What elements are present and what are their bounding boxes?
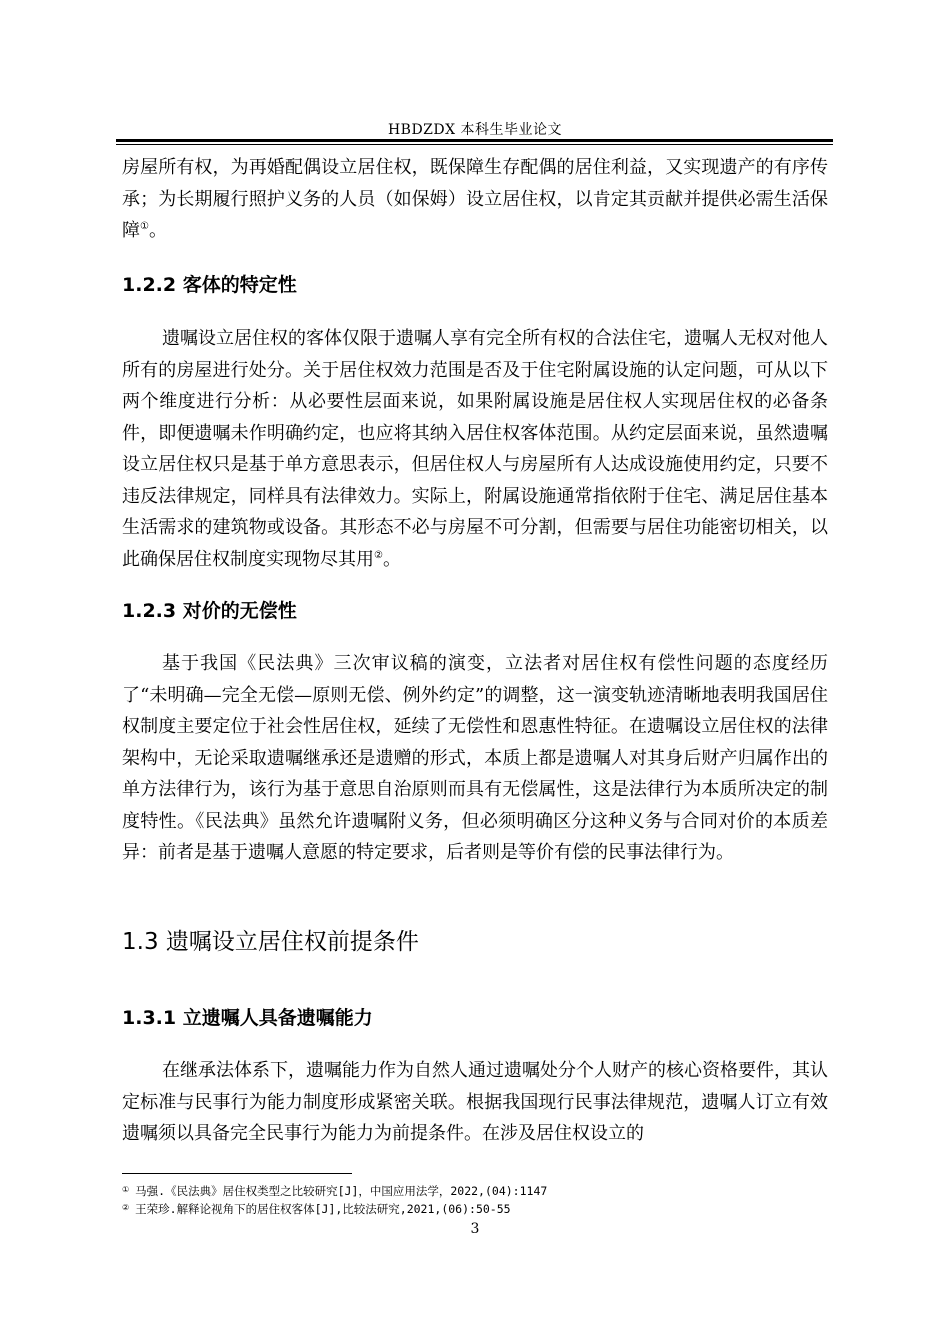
footnote-text: 王荣珍.解释论视角下的居住权客体[J],比较法研究,2021,(06):50-55 <box>135 1202 511 1216</box>
footnote-text: 马强.《民法典》居住权类型之比较研究[J]，中国应用法学，2022,(04):1147 <box>135 1184 548 1198</box>
header-rule-thick <box>116 139 833 142</box>
header-rule-thin <box>116 144 833 145</box>
paragraph-text: 房屋所有权，为再婚配偶设立居住权，既保障生存配偶的居住利益，又实现遗产的有序传承；为长期履行照护义务的人员（如保姆）设立居住权，以肯定其贡献并提供必需生活保障 <box>122 157 828 241</box>
paragraph-gratuitous: 基于我国《民法典》三次审议稿的演变，立法者对居住权有偿性问题的态度经历了“未明确—完全无偿—原则无偿、例外约定”的调整，这一演变轨迹清晰地表明我国居住权制度主要定位于社会性居住权，延续了无偿性和恩惠性特征。在遗嘱设立居住权的法律架构中，无论采取遗嘱继承还是遗赠的形式，本质上都是遗嘱人对其身后财产归属作出的单方法律行为，该行为基于意思自治原则而具有无偿属性，这是法律行为本质所决定的制度特性。《民法典》虽然允许遗嘱附义务，但必须明确区分这种义务与合同对价的本质差异：前者是基于遗嘱人意愿的特定要求，后者则是等价有偿的民事法律行为。 <box>122 653 828 863</box>
footnote-mark-2: ② <box>122 1203 130 1212</box>
paragraph-object-specificity <box>122 323 828 575</box>
footnote-separator <box>122 1173 352 1174</box>
section-heading-1-2-3: 1.2.3 对价的无偿性 <box>122 600 297 622</box>
footnote-ref-2[interactable]: ② <box>374 549 383 561</box>
footnote-2 <box>122 1200 828 1217</box>
paragraph-end: 。 <box>148 220 167 241</box>
footnote-mark-1: ① <box>122 1185 130 1194</box>
page-number: 3 <box>470 1221 480 1237</box>
paragraph-end: 。 <box>382 548 401 570</box>
paragraph-text: 遗嘱设立居住权的客体仅限于遗嘱人享有完全所有权的合法住宅，遗嘱人无权对他人所有的房屋进行处分。关于居住权效力范围是否及于住宅附属设施的认定问题，可从以下两个维度进行分析：从必要性层面来说，如果附属设施是居住权人实现居住权的必备条件，即便遗嘱未作明确约定，也应将其纳入居住权客体范围。从约定层面来说，虽然遗嘱设立居住权只是基于单方意思表示，但居住权人与房屋所有人达成设施使用约定，只要不违反法律规定，同样具有法律效力。实际上，附属设施通常指依附于住宅、满足居住基本生活需求的建筑物或设备。其形态不必与房屋不可分割，但需要与居住功能密切相关，以此确保居住权制度实现物尽其用 <box>122 328 828 570</box>
footnote-1 <box>122 1182 828 1199</box>
paragraph-continuation <box>122 152 828 247</box>
section-heading-1-3-1: 1.3.1 立遗嘱人具备遗嘱能力 <box>122 1007 373 1029</box>
section-heading-1-2-2: 1.2.2 客体的特定性 <box>122 274 297 296</box>
section-heading-1-3: 1.3 遗嘱设立居住权前提条件 <box>122 929 419 955</box>
footnote-ref-1[interactable]: ① <box>140 221 149 232</box>
paragraph-testamentary-capacity: 在继承法体系下，遗嘱能力作为自然人通过遗嘱处分个人财产的核心资格要件，其认定标准与民事行为能力制度形成紧密关联。根据我国现行民事法律规范，遗嘱人订立有效遗嘱须以具备完全民事行为能力为前提条件。在涉及居住权设立的 <box>122 1060 828 1144</box>
running-header: HBDZDX 本科生毕业论文 <box>387 122 563 138</box>
